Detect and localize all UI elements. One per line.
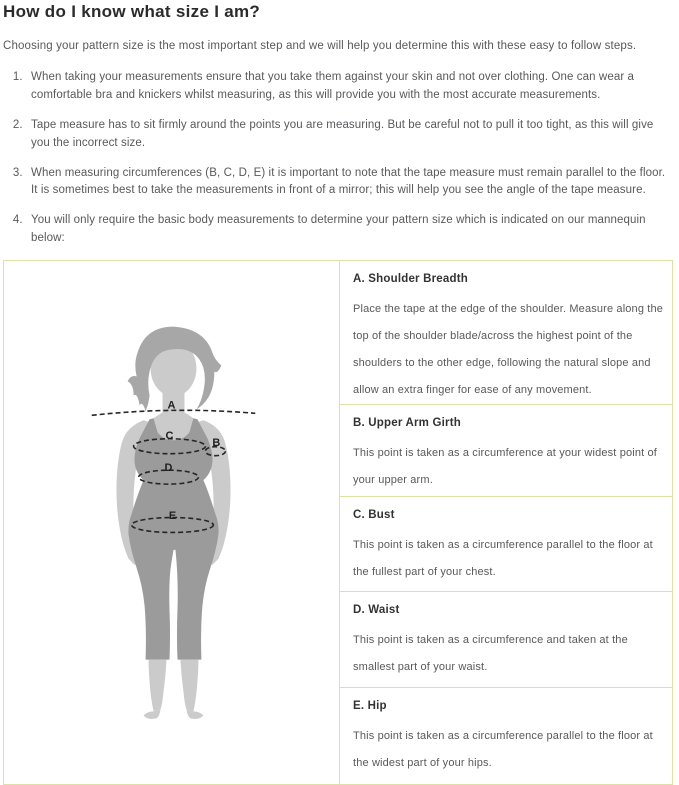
measurement-heading: D. Waist bbox=[353, 603, 400, 616]
step-item-3: 3. When measuring circumferences (B, C, D, E) it is important to note that the tape measure must remain parallel to the floor. It is sometimes best to take the measurements in front of a mirror; this will help you see the angle of the tape measure. bbox=[26, 165, 671, 201]
page-title: How do I know what size I am? bbox=[3, 2, 261, 21]
measurement-heading: E. Hip bbox=[353, 699, 387, 712]
step-item-2: 2. Tape measure has to sit firmly around the points you are measuring. But be careful not to pull it too tight, as this will give you the incorrect size. bbox=[26, 117, 671, 153]
measurement-row-bust bbox=[340, 496, 672, 591]
mannequin-label-e: E bbox=[168, 510, 177, 523]
steps-list bbox=[3, 69, 674, 248]
mannequin-label-c: C bbox=[165, 430, 174, 443]
measurement-row-shoulder bbox=[340, 261, 672, 404]
step-item-4: 4. You will only require the basic body measurements to determine your pattern size which is indicated on our mannequin below: bbox=[26, 212, 671, 248]
mannequin-label-b: B bbox=[212, 437, 221, 450]
measurement-descriptions bbox=[339, 261, 672, 784]
measurement-heading: B. Upper Arm Girth bbox=[353, 416, 461, 429]
measurement-description: This point is taken as a circumference parallel to the floor at the widest part of your hips. bbox=[353, 729, 653, 769]
measurement-description: This point is taken as a circumference parallel to the floor at the fullest part of your chest. bbox=[353, 538, 653, 578]
measurement-heading: A. Shoulder Breadth bbox=[353, 272, 468, 285]
mannequin-label-d: D bbox=[164, 462, 173, 475]
mannequin-label-a: A bbox=[167, 399, 176, 412]
measurement-row-upper-arm bbox=[340, 404, 672, 496]
mannequin-illustration bbox=[4, 262, 339, 782]
measurement-description: Place the tape at the edge of the shoulder. Measure along the top of the shoulder blade/across the highest point of the shoulders to the other edge, following the natural slope and allow an extra finger for ease of any movement. bbox=[353, 302, 664, 396]
mannequin-cell bbox=[4, 261, 339, 784]
measurement-description: This point is taken as a circumference and taken at the smallest part of your waist. bbox=[353, 633, 628, 673]
measurement-description: This point is taken as a circumference at your widest point of your upper arm. bbox=[353, 446, 657, 486]
measurement-row-hip bbox=[340, 687, 672, 784]
measurement-row-waist bbox=[340, 591, 672, 687]
step-item-1: 1. When taking your measurements ensure that you take them against your skin and not over clothing. One can wear a comfortable bra and knickers whilst measuring, as this will provide you with the most accurate measurements. bbox=[26, 69, 671, 105]
measurement-heading: C. Bust bbox=[353, 508, 395, 521]
intro-text: Choosing your pattern size is the most important step and we will help you determine this with these easy to follow steps. bbox=[3, 40, 637, 52]
measurement-table bbox=[3, 260, 673, 785]
